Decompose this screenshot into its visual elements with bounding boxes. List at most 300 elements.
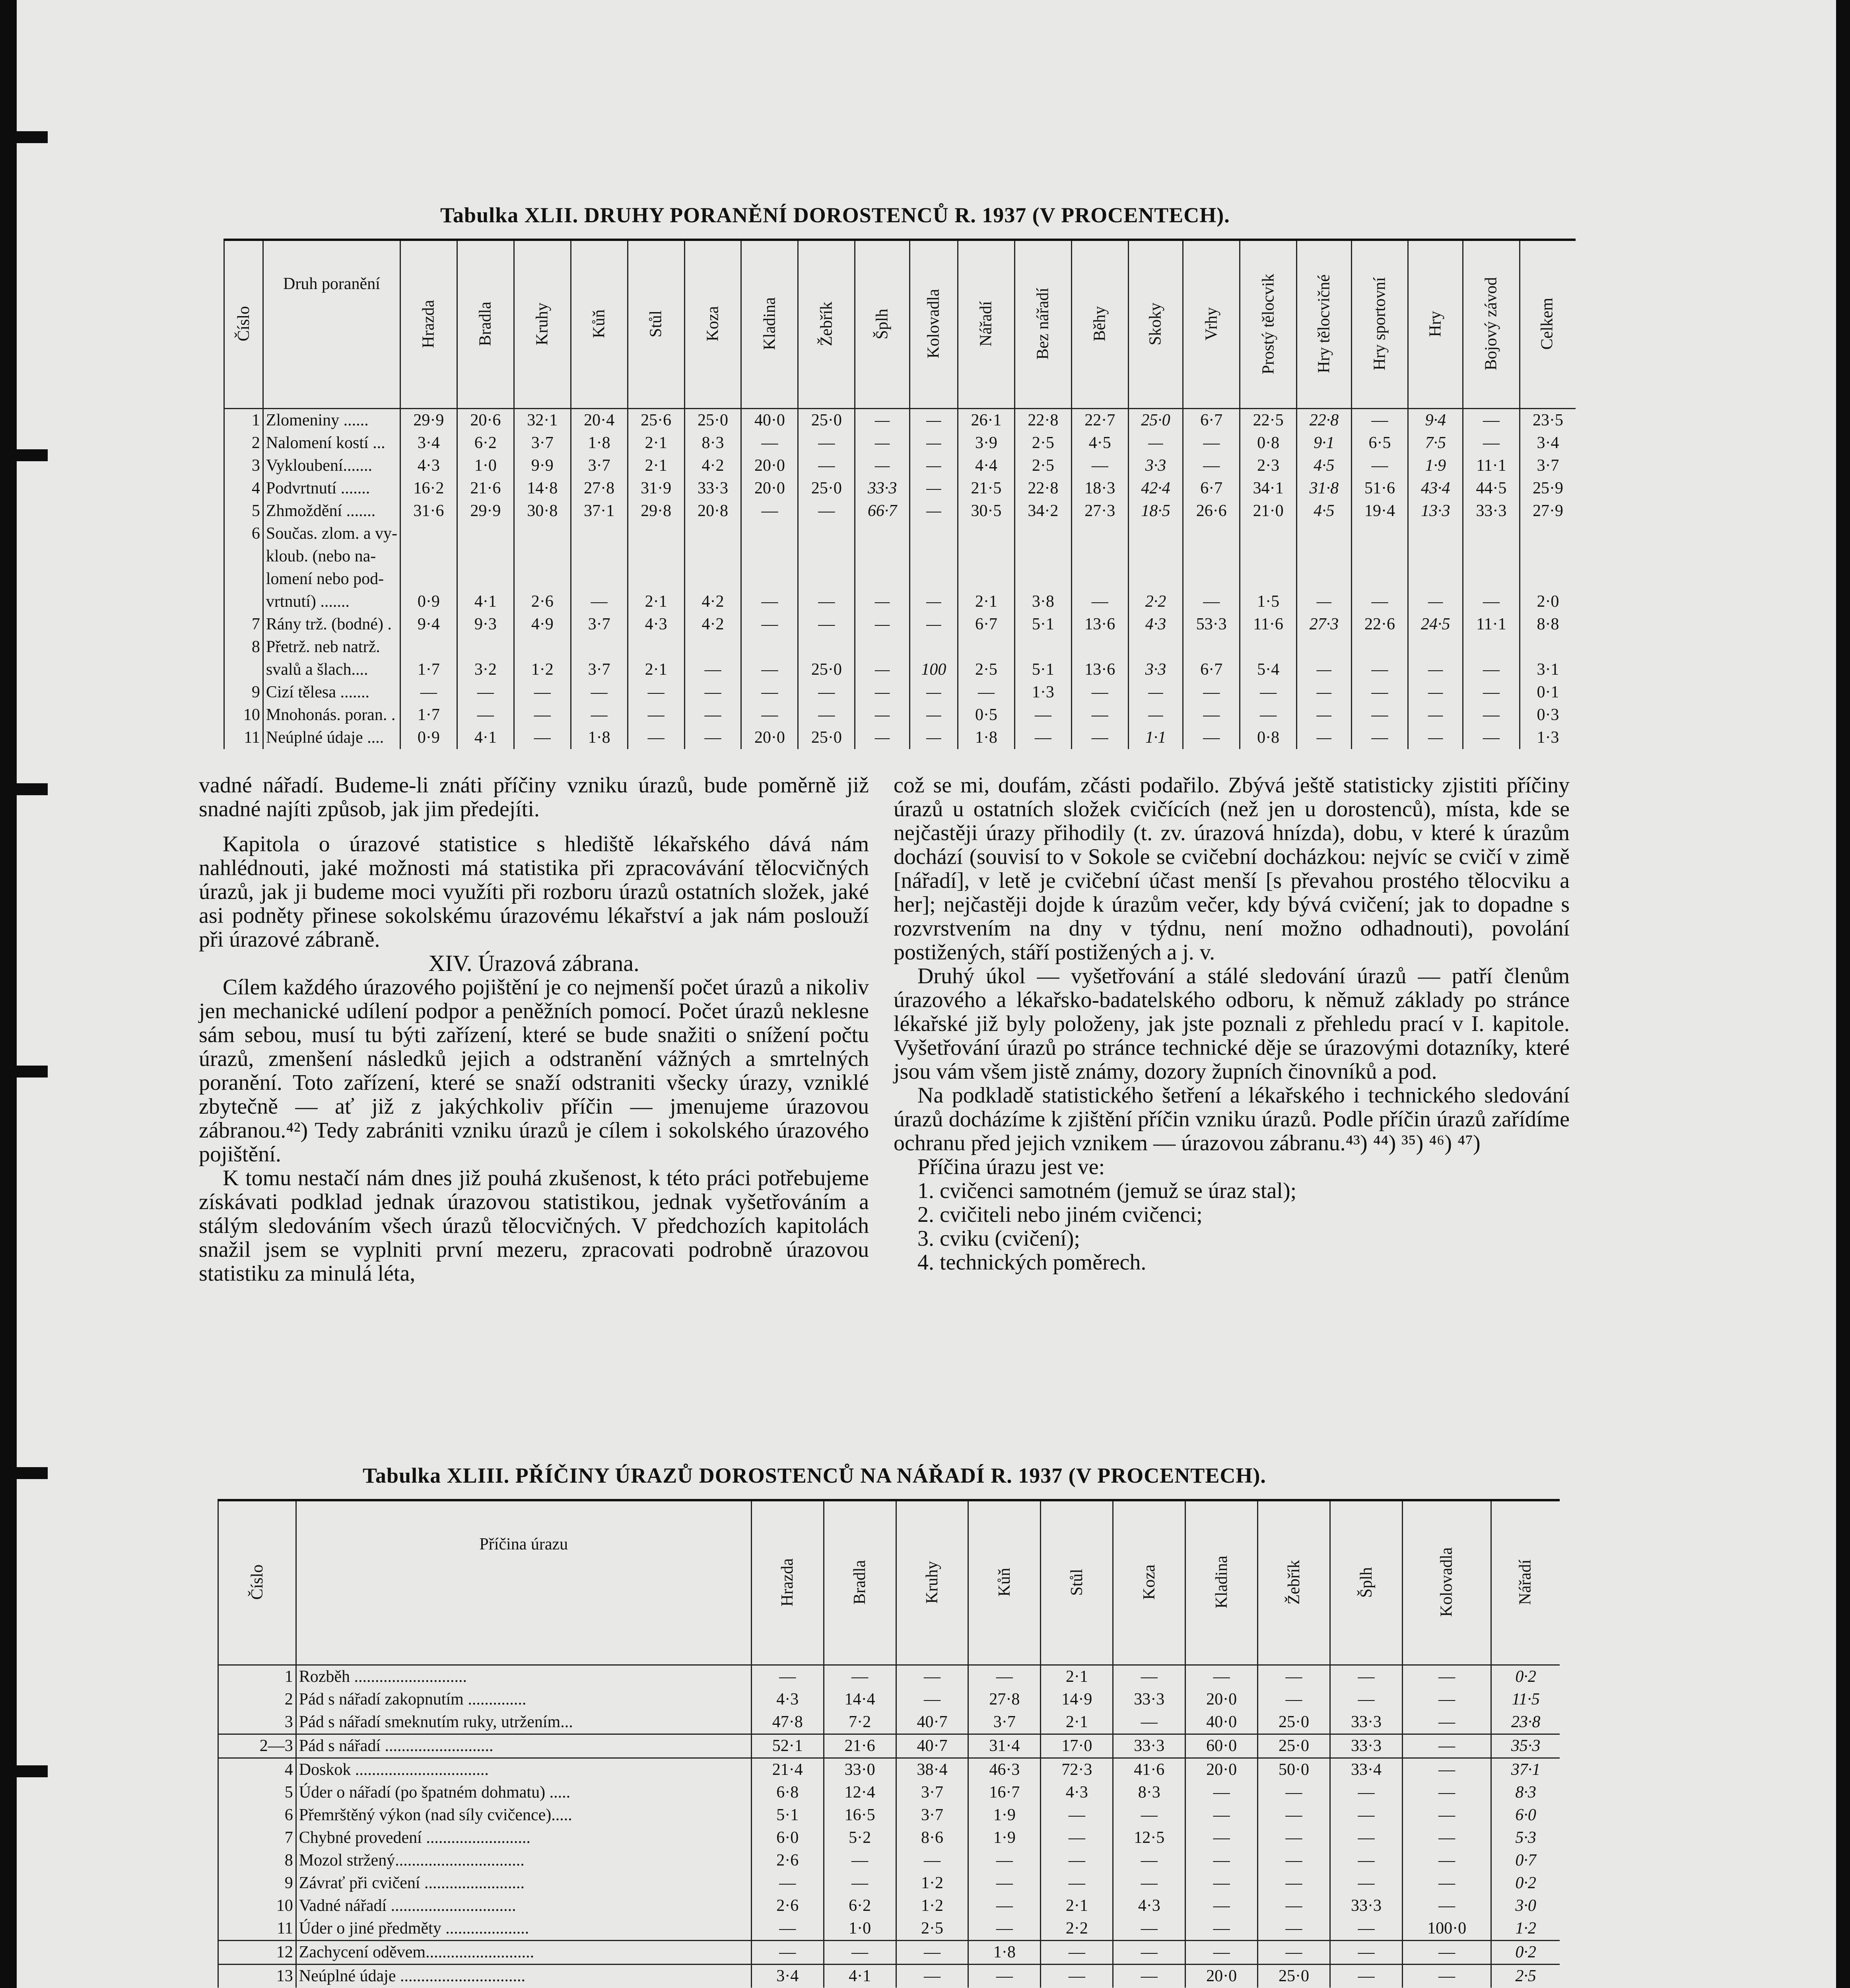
table1-cell: — [1297, 658, 1351, 681]
table2-cell: 2·5 [1491, 1965, 1560, 1988]
table1-cell: — [684, 681, 741, 704]
table2-cell: 4 [218, 1758, 296, 1782]
table1-header-18: Hry tělocvičné [1297, 240, 1351, 409]
table2-cell: — [1113, 1665, 1185, 1689]
table2-cell: 38·4 [896, 1758, 968, 1782]
table1-cell: 1·7 [400, 704, 457, 726]
table2-cell: — [824, 1849, 896, 1872]
table1-cell: 0·3 [1520, 704, 1576, 726]
table2-row [218, 1917, 1560, 1941]
table1-cell [1351, 636, 1408, 658]
table1-cell: — [1351, 658, 1408, 681]
table1-cell: — [1014, 726, 1071, 749]
table1-cell [1128, 568, 1183, 590]
table1-cell: — [628, 726, 684, 749]
table1-cell: 30·8 [514, 500, 571, 522]
table2-cell: 1 [218, 1665, 296, 1689]
table2-cell: — [1185, 1872, 1258, 1895]
table1-cell: 4·2 [684, 613, 741, 636]
table1-cell [1463, 545, 1520, 568]
table1-cell: — [1351, 681, 1408, 704]
table1-cell [628, 545, 684, 568]
table1-cell: — [571, 590, 628, 613]
table1-cell [1014, 636, 1071, 658]
table1-caption: Tabulka XLII. DRUHY PORANĚNÍ DOROSTENCŮ R. 1937 (V PROCENTECH). [440, 203, 1230, 227]
table1-cell: 1 [224, 409, 263, 432]
table1-header-11: Kolovadla [909, 240, 958, 409]
table1-cell: 22·7 [1071, 409, 1128, 432]
table1-cell: — [1297, 726, 1351, 749]
table2-cell: 3·7 [968, 1711, 1041, 1734]
table2-cell: 31·4 [968, 1734, 1041, 1758]
table1-cell [909, 522, 958, 545]
table2-cell: Rozběh ........................... [296, 1665, 751, 1689]
table1-cell: 31·8 [1297, 477, 1351, 500]
table1-cell: — [855, 704, 909, 726]
table2-cell: 40·7 [896, 1734, 968, 1758]
table1-cell: 22·6 [1351, 613, 1408, 636]
table2-cell: 25·0 [1258, 1965, 1330, 1988]
table1-header-10: Šplh [855, 240, 909, 409]
table2-cell: 17·0 [1041, 1734, 1113, 1758]
right-paragraph-2: Druhý úkol — vyšetřování a stálé sledování úrazů — patří členům úrazového a lékařsko-badatelského odboru, k němuž základy po stránce lékařské již byly položeny, jak jste poznali z přehledu prací v I. kapitole. Vyšetřování úrazů po stránce technické děje se úrazovými dotazníky, které jsou vám všem jistě známy, dozory župních činovníků a pod. [894, 964, 1570, 1084]
table1-cell: 3 [224, 454, 263, 477]
table2-cell: 3·7 [896, 1804, 968, 1827]
table1-cell [741, 522, 798, 545]
table2-cell: 3 [218, 1711, 296, 1734]
table1-cell: 1·5 [1240, 590, 1297, 613]
table1-cell: — [514, 681, 571, 704]
table1-cell: — [1463, 658, 1520, 681]
table1-header-19: Hry sportovní [1351, 240, 1408, 409]
table2-header-5: Kůň [968, 1500, 1041, 1665]
table1-cell [798, 568, 855, 590]
table1-cell [224, 590, 263, 613]
table2-cell: — [1330, 1665, 1403, 1689]
table1-cell: 53·3 [1183, 613, 1240, 636]
table1-cell [514, 522, 571, 545]
table1-cell: 29·9 [457, 500, 514, 522]
table1-cell [1520, 636, 1576, 658]
table1-cell: Neúplné údaje .... [263, 726, 400, 749]
table1-header-2: Hrazda [400, 240, 457, 409]
table1-cell: — [1463, 590, 1520, 613]
table1-cell [1520, 522, 1576, 545]
table1-cell: — [798, 500, 855, 522]
table2-cell: 1·8 [968, 1941, 1041, 1965]
table1-row [224, 590, 1576, 613]
table1-row [224, 432, 1576, 454]
cause-item-1: 1. cvičenci samotném (jemuž se úraz stal); [917, 1178, 1297, 1203]
table1-cell: 4·4 [958, 454, 1014, 477]
table1-cell: 4·1 [457, 726, 514, 749]
table2-cell: — [1185, 1941, 1258, 1965]
table1-row [224, 454, 1576, 477]
table2-header-8: Kladina [1185, 1500, 1258, 1665]
table2-cell: — [1258, 1917, 1330, 1941]
table2-cell: 8·3 [1113, 1781, 1185, 1804]
table2-cell: — [896, 1965, 968, 1988]
binding-mark [0, 783, 48, 795]
table1-row [224, 636, 1576, 658]
table2-cell: 2·5 [896, 1917, 968, 1941]
table1-cell: — [1297, 681, 1351, 704]
left-paragraph-3: Cílem každého úrazového pojištění je co nejmenší počet úrazů a nikoliv jen mechanické udílení podpor a peněžních pomocí. Počet úrazů neklesne sám sebou, musí tu býti zařízení, které se bude snažiti o snížení počtu úrazů, zmenšení následků jejich a odstranění vážných a smrtelných poranění. Toto zařízení, které se snaží odstraniti všecky úrazy, vzniklé zbytečně — ať již z jakýchkoliv příčin — jmenujeme úrazovou zábranou.⁴²) Tedy zabrániti vzniku úrazů je cílem i sokolského úrazového pojištění. [199, 975, 869, 1167]
table2-cell: 40·7 [896, 1711, 968, 1734]
right-column [894, 773, 1570, 1274]
table2-row [218, 1872, 1560, 1895]
table1-header-4: Kruhy [514, 240, 571, 409]
table2-cell: 3·7 [896, 1781, 968, 1804]
table1-cell: 25·0 [798, 726, 855, 749]
table1-cell [224, 545, 263, 568]
table1-cell: — [798, 432, 855, 454]
table1-cell: 2·1 [628, 590, 684, 613]
table1-cell: 37·1 [571, 500, 628, 522]
table2-header-3: Bradla [824, 1500, 896, 1665]
table1-cell: 31·9 [628, 477, 684, 500]
table1-cell: — [1408, 590, 1463, 613]
table2-cell: — [751, 1917, 824, 1941]
table1-cell: — [1463, 726, 1520, 749]
table1-cell: — [741, 658, 798, 681]
table2-cell: 16·7 [968, 1781, 1041, 1804]
table2-cell: — [1258, 1781, 1330, 1804]
table1-cell [1240, 568, 1297, 590]
table1-cell [457, 568, 514, 590]
table1-cell: 18·5 [1128, 500, 1183, 522]
table1-header-6: Stůl [628, 240, 684, 409]
table1-cell [1128, 636, 1183, 658]
table2-cell: 46·3 [968, 1758, 1041, 1782]
table2-header-2: Hrazda [751, 1500, 824, 1665]
table2-header-1: Příčina úrazu [296, 1500, 751, 1665]
table1-header-15: Skoky [1128, 240, 1183, 409]
table1-cell [1463, 522, 1520, 545]
table1-cell [1014, 568, 1071, 590]
table2-cell: 0·2 [1491, 1872, 1560, 1895]
table2-cell: 4·3 [751, 1688, 824, 1711]
table1-cell [514, 568, 571, 590]
table1-cell: — [1351, 704, 1408, 726]
table1-cell: 4 [224, 477, 263, 500]
table1-cell: 1·8 [571, 726, 628, 749]
table1-cell: 6·7 [958, 613, 1014, 636]
table1-cell: 9·1 [1297, 432, 1351, 454]
table1-cell: 66·7 [855, 500, 909, 522]
binding-mark [0, 1765, 48, 1777]
table2-cell: 33·3 [1330, 1711, 1403, 1734]
table1-cell: 4·3 [400, 454, 457, 477]
table2-cell: — [1041, 1804, 1113, 1827]
table2-cell: — [1402, 1941, 1491, 1965]
table1-cell [1463, 636, 1520, 658]
table1-cell: — [1463, 704, 1520, 726]
table1-cell [457, 522, 514, 545]
table1-cell [1297, 568, 1351, 590]
table2-cell: — [896, 1941, 968, 1965]
table1-cell: 6·7 [1183, 658, 1240, 681]
table2-cell: — [824, 1665, 896, 1689]
table1-cell [628, 636, 684, 658]
table1-cell [684, 636, 741, 658]
table2-cell: — [1258, 1688, 1330, 1711]
table1-cell: 22·8 [1014, 409, 1071, 432]
table2-cell: 3·4 [751, 1965, 824, 1988]
table2-cell: — [1330, 1941, 1403, 1965]
table2-cell: Pád s nářadí zakopnutím .............. [296, 1688, 751, 1711]
table2-cell: — [1402, 1688, 1491, 1711]
table2-cell: 8·3 [1491, 1781, 1560, 1804]
table1-cell [1071, 568, 1128, 590]
table1-cell: 23·5 [1520, 409, 1576, 432]
table1-cell: — [1351, 726, 1408, 749]
table2-cell: 5·2 [824, 1827, 896, 1849]
table1-cell: 9·4 [1408, 409, 1463, 432]
table1-cell: — [741, 500, 798, 522]
table2-cell: — [968, 1895, 1041, 1917]
table2-cell: 8·6 [896, 1827, 968, 1849]
table2-cell: — [1402, 1758, 1491, 1782]
table1-cell [1128, 545, 1183, 568]
table2-cell: 12·4 [824, 1781, 896, 1804]
table2-cell: — [1258, 1941, 1330, 1965]
table1-cell: — [798, 454, 855, 477]
table1-cell [400, 545, 457, 568]
table1-cell: lomení nebo pod- [263, 568, 400, 590]
table2-cell: 47·8 [751, 1711, 824, 1734]
table1-cell: — [741, 613, 798, 636]
table1-cell: — [457, 704, 514, 726]
table1-cell: 22·8 [1014, 477, 1071, 500]
table2-cell: Zachycení oděvem.......................... [296, 1941, 751, 1965]
table1-cell: 0·1 [1520, 681, 1576, 704]
table1-row [224, 613, 1576, 636]
table2-cell: 0·2 [1491, 1665, 1560, 1689]
table1-cell: — [1408, 726, 1463, 749]
table2-cell: — [1185, 1804, 1258, 1827]
table2-cell: Doskok ................................ [296, 1758, 751, 1782]
table2-cell: 25·0 [1258, 1734, 1330, 1758]
table1-cell: 21·5 [958, 477, 1014, 500]
table1-cell: — [1351, 454, 1408, 477]
table1-cell: 6·7 [1183, 477, 1240, 500]
table1-cell [457, 636, 514, 658]
table2-cell: 3·0 [1491, 1895, 1560, 1917]
table1-header-20: Hry [1408, 240, 1463, 409]
table2-row [218, 1758, 1560, 1782]
table1-cell [224, 658, 263, 681]
table1-cell: svalů a šlach.... [263, 658, 400, 681]
table1-cell: — [571, 704, 628, 726]
table1-cell: vrtnutí) ....... [263, 590, 400, 613]
table1-cell [571, 636, 628, 658]
table1-cell: 33·3 [684, 477, 741, 500]
table1-cell: — [741, 704, 798, 726]
table2-cell: 1·2 [1491, 1917, 1560, 1941]
table1-cell: 9·3 [457, 613, 514, 636]
table2-row [218, 1895, 1560, 1917]
table1-cell: 27·8 [571, 477, 628, 500]
table1-cell: 1·2 [514, 658, 571, 681]
table1-cell: — [741, 432, 798, 454]
table1-cell [1014, 545, 1071, 568]
table2-cell: — [968, 1917, 1041, 1941]
table1-cell: — [855, 454, 909, 477]
table2-cell: 2·1 [1041, 1665, 1113, 1689]
table1-cell: 2·1 [628, 658, 684, 681]
table1-cell [1240, 636, 1297, 658]
table2-cell: — [1402, 1665, 1491, 1689]
table1-cell: — [1183, 681, 1240, 704]
table1-cell: 3·7 [1520, 454, 1576, 477]
table2-cell: — [1185, 1849, 1258, 1872]
table2-cell: — [1330, 1917, 1403, 1941]
table2-cell: — [1258, 1872, 1330, 1895]
table1-cell [1351, 522, 1408, 545]
table1-cell: — [684, 658, 741, 681]
table1-cell [855, 568, 909, 590]
table1-cell: 11 [224, 726, 263, 749]
table1-cell: — [400, 681, 457, 704]
injury-causes-table [218, 1499, 1560, 1988]
table1-header-21: Bojový závod [1463, 240, 1520, 409]
table1-cell: — [855, 613, 909, 636]
table2-cell: 1·0 [824, 1917, 896, 1941]
table2-cell: — [896, 1849, 968, 1872]
table1-cell [400, 522, 457, 545]
table1-cell: 3·1 [1520, 658, 1576, 681]
table1-cell: — [909, 500, 958, 522]
table1-cell: 0·9 [400, 726, 457, 749]
table2-row [218, 1827, 1560, 1849]
table1-cell: — [855, 590, 909, 613]
table1-cell: 3·4 [1520, 432, 1576, 454]
table1-row [224, 568, 1576, 590]
table2-cell: 2 [218, 1688, 296, 1711]
table1-cell [400, 568, 457, 590]
table2-cell: Neúplné údaje .............................. [296, 1965, 751, 1988]
table2-cell: — [751, 1941, 824, 1965]
table1-cell: 3·7 [571, 613, 628, 636]
table2-cell: 72·3 [1041, 1758, 1113, 1782]
table2-cell: 23·8 [1491, 1711, 1560, 1734]
table2-cell: 21·4 [751, 1758, 824, 1782]
table1-cell: 3·9 [958, 432, 1014, 454]
table1-cell: 7 [224, 613, 263, 636]
table1-cell: — [1071, 454, 1128, 477]
table2-cell: — [1258, 1804, 1330, 1827]
table1-cell: 51·6 [1351, 477, 1408, 500]
table2-cell: 33·0 [824, 1758, 896, 1782]
table1-cell [1071, 545, 1128, 568]
table1-cell: — [909, 613, 958, 636]
table1-cell: — [909, 409, 958, 432]
table2-cell: 35·3 [1491, 1734, 1560, 1758]
table2-cell: 2·6 [751, 1895, 824, 1917]
table1-cell: 16·2 [400, 477, 457, 500]
table1-cell: 9 [224, 681, 263, 704]
table1-cell [855, 636, 909, 658]
table1-cell [457, 545, 514, 568]
table1-cell: — [684, 726, 741, 749]
table1-cell: — [1071, 704, 1128, 726]
table2-cell: 11 [218, 1917, 296, 1941]
table1-cell: 8·3 [684, 432, 741, 454]
table1-header-5: Kůň [571, 240, 628, 409]
table1-cell: 2·5 [958, 658, 1014, 681]
table1-cell: 1·8 [958, 726, 1014, 749]
table1-cell: — [1071, 590, 1128, 613]
table1-cell: 20·4 [571, 409, 628, 432]
table1-cell: 25·0 [684, 409, 741, 432]
table1-cell: 1·7 [400, 658, 457, 681]
table1-cell: 3·3 [1128, 454, 1183, 477]
table2-cell: 1·2 [896, 1872, 968, 1895]
table1-cell: — [1408, 658, 1463, 681]
table1-cell [1408, 568, 1463, 590]
table2-cell: 50·0 [1258, 1758, 1330, 1782]
table2-cell: — [1041, 1827, 1113, 1849]
table2-cell: 40·0 [1185, 1711, 1258, 1734]
table1-cell [909, 636, 958, 658]
table2-cell: — [1258, 1827, 1330, 1849]
table2-cell: 2—3 [218, 1734, 296, 1758]
table1-cell: 11·6 [1240, 613, 1297, 636]
table1-header-8: Kladina [741, 240, 798, 409]
table1-cell [628, 522, 684, 545]
table1-cell: 1·9 [1408, 454, 1463, 477]
table2-row [218, 1688, 1560, 1711]
table1-cell: — [1463, 681, 1520, 704]
table1-cell [855, 522, 909, 545]
table1-cell: — [855, 432, 909, 454]
table1-cell: — [1240, 704, 1297, 726]
table1-cell: — [855, 726, 909, 749]
table2-cell: 4·1 [824, 1965, 896, 1988]
table1-cell [1520, 568, 1576, 590]
table1-cell [1071, 522, 1128, 545]
table2-cell: 16·5 [824, 1804, 896, 1827]
table1-cell: 40·0 [741, 409, 798, 432]
table1-cell: — [909, 432, 958, 454]
table1-cell: 3·3 [1128, 658, 1183, 681]
table1-header-0: Číslo [224, 240, 263, 409]
table2-cell: Chybné provedení ......................... [296, 1827, 751, 1849]
table2-cell: — [968, 1965, 1041, 1988]
table1-header-7: Koza [684, 240, 741, 409]
table1-cell: 26·1 [958, 409, 1014, 432]
table1-cell: Vykloubení....... [263, 454, 400, 477]
table2-row [218, 1849, 1560, 1872]
table1-cell [741, 568, 798, 590]
table2-cell: — [1113, 1711, 1185, 1734]
table1-cell [684, 568, 741, 590]
table2-cell: 100·0 [1402, 1917, 1491, 1941]
table2-cell: 1·2 [896, 1895, 968, 1917]
table1-cell [1297, 522, 1351, 545]
table2-cell: — [968, 1849, 1041, 1872]
table2-cell: Pád s nářadí .......................... [296, 1734, 751, 1758]
table1-cell: — [1463, 409, 1520, 432]
table1-cell [1071, 636, 1128, 658]
table2-cell: 2·1 [1041, 1895, 1113, 1917]
table1-cell [1240, 522, 1297, 545]
table1-cell [628, 568, 684, 590]
table1-cell: 4·2 [684, 454, 741, 477]
table1-cell [514, 545, 571, 568]
table1-cell: 8·8 [1520, 613, 1576, 636]
